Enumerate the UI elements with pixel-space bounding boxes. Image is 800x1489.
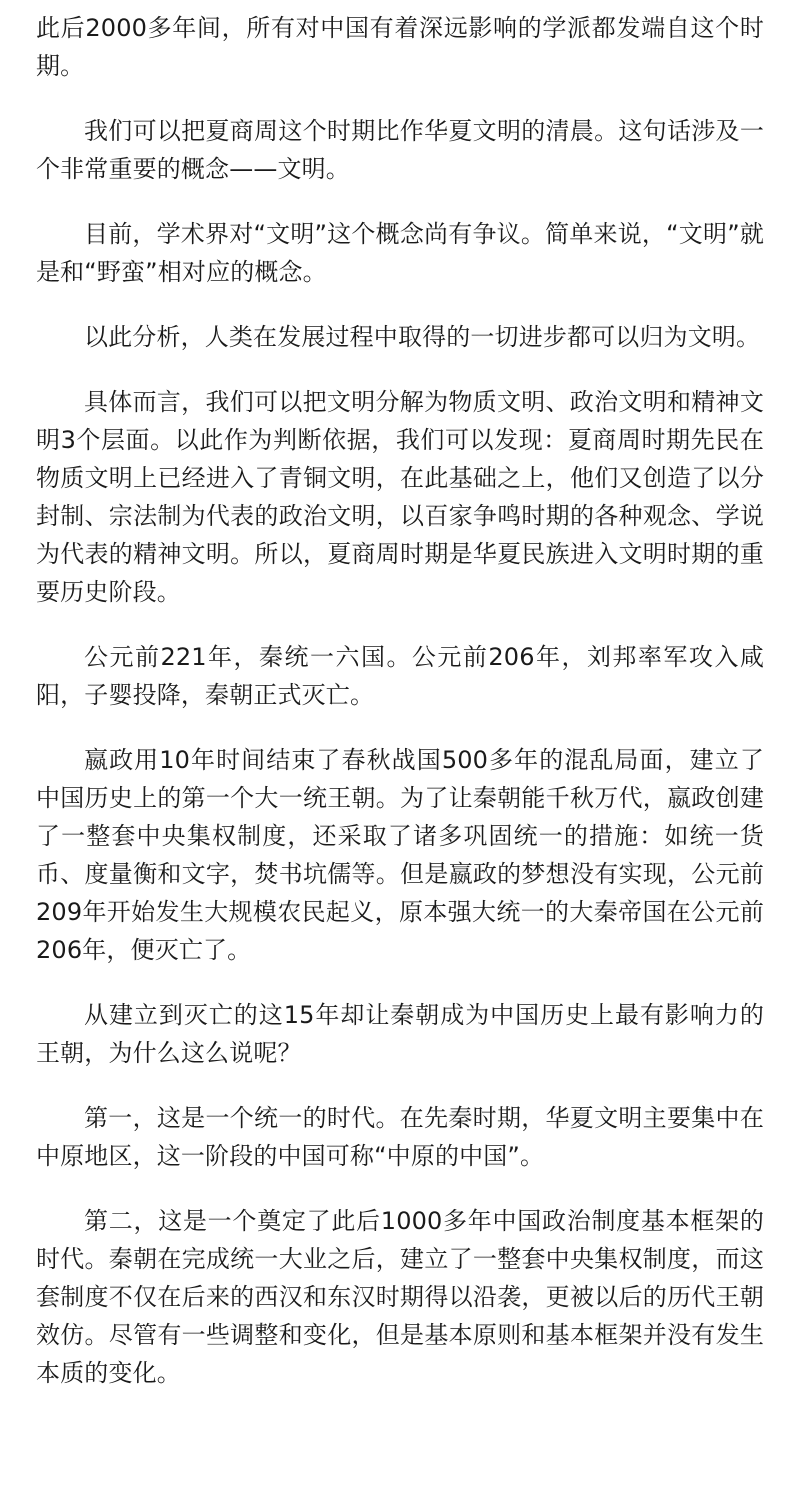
paragraph-5: 具体而言，我们可以把文明分解为物质文明、政治文明和精神文明3个层面。以此作为判断依据，我们可以发现：夏商周时期先民在物质文明上已经进入了青铜文明，在此基础之上，他们又创造了以分封制、宗法制为代表的政治文明，以百家争鸣时期的各种观念、学说为代表的精神文明。所以，夏商周时期是华夏民族进入文明时期的重要历史阶段。 (36, 388, 764, 606)
paragraph-4: 以此分析，人类在发展过程中取得的一切进步都可以归为文明。 (84, 323, 761, 351)
article-body (36, 9, 764, 1419)
paragraph-3: 目前，学术界对“文明”这个概念尚有争议。简单来说，“文明”就是和“野蛮”相对应的概念。 (36, 220, 764, 286)
paragraph-8: 从建立到灭亡的这15年却让秦朝成为中国历史上最有影响力的王朝，为什么这么说呢？ (36, 1001, 764, 1067)
paragraph-1: 此后2000多年间，所有对中国有着深远影响的学派都发端自这个时期。 (36, 14, 764, 80)
paragraph-7: 嬴政用10年时间结束了春秋战国500多年的混乱局面，建立了中国历史上的第一个大一统王朝。为了让秦朝能千秋万代，嬴政创建了一整套中央集权制度，还采取了诸多巩固统一的措施：如统一货币、度量衡和文字，焚书坑儒等。但是嬴政的梦想没有实现，公元前209年开始发生大规模农民起义，原本强大统一的大秦帝国在公元前206年，便灭亡了。 (36, 746, 764, 964)
paragraph-2: 我们可以把夏商周这个时期比作华夏文明的清晨。这句话涉及一个非常重要的概念——文明。 (36, 117, 764, 183)
paragraph-9: 第一，这是一个统一的时代。在先秦时期，华夏文明主要集中在中原地区，这一阶段的中国可称“中原的中国”。 (36, 1104, 764, 1170)
paragraph-6: 公元前221年，秦统一六国。公元前206年，刘邦率军攻入咸阳，子婴投降，秦朝正式灭亡。 (36, 643, 764, 709)
paragraph-10: 第二，这是一个奠定了此后1000多年中国政治制度基本框架的时代。秦朝在完成统一大业之后，建立了一整套中央集权制度，而这套制度不仅在后来的西汉和东汉时期得以沿袭，更被以后的历代王朝效仿。尽管有一些调整和变化，但是基本原则和基本框架并没有发生本质的变化。 (36, 1207, 764, 1387)
